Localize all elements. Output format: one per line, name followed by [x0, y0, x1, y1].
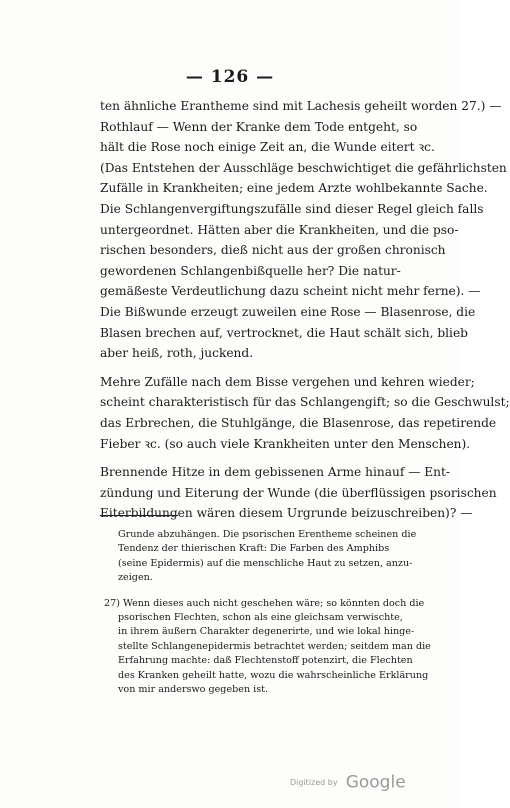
text-line: Zufälle in Krankheiten; eine jedem Arzte wohlbekannte Sache. — [100, 181, 488, 196]
main-text — [100, 96, 510, 524]
paragraph-1 — [100, 96, 507, 364]
page-number: — 126 — — [185, 67, 275, 87]
footnote-line: Grunde abzuhängen. Die psorischen Erentheme scheinen die — [118, 529, 417, 540]
paragraph-2 — [100, 372, 510, 454]
footnote-line: des Kranken geheilt hatte, wozu die wahrscheinliche Erklärung — [118, 669, 429, 681]
footnote-line: (seine Epidermis) auf die menschliche Haut zu setzen, anzu- — [118, 557, 413, 569]
text-line: untergeordnet. Hätten aber die Krankheiten, und die pso- — [100, 222, 459, 237]
text-line: ten ähnliche Erantheme sind mit Lachesis geheilt worden 27.) — — [100, 99, 502, 113]
text-line: Mehre Zufälle nach dem Bisse vergehen und kehren wieder; — [100, 374, 475, 389]
text-line: das Erbrechen, die Stuhlgänge, die Blasenrose, das repetirende — [100, 415, 497, 430]
text-line: Blasen brechen auf, vertrocknet, die Haut schält sich, blieb — [100, 325, 468, 340]
google-logo: Google — [345, 772, 406, 793]
paragraph-spacer — [100, 454, 446, 462]
text-line: rischen besonders, dieß nicht aus der großen chronisch — [100, 243, 446, 258]
watermark-prefix: Digitized by — [290, 778, 338, 787]
footnote-27 — [104, 597, 444, 698]
text-line: hält die Rose noch einige Zeit an, die Wunde eitert ꝛc. — [100, 140, 435, 155]
footnote-spacer — [104, 586, 444, 597]
text-line: Die Bißwunde erzeugt zuweilen eine Rose — Blasenrose, die — [100, 304, 476, 319]
footnote-line: Tendenz der thierischen Kraft: Die Farben des Amphibs — [118, 543, 390, 555]
footnote-line: von mir anderswo gegeben ist. — [118, 684, 269, 696]
text-line: gemäßeste Verdeutlichung dazu scheint nicht mehr ferne). — — [100, 284, 481, 299]
text-line: (Das Entstehen der Ausschläge beschwichtiget die gefährlichsten — [100, 160, 507, 175]
digitization-watermark — [290, 772, 406, 793]
text-line: Die Schlangenvergiftungszufälle sind dieser Regel gleich falls — [100, 201, 484, 216]
footnote-line: 27) Wenn dieses auch nicht geschehen wäre; so könnten doch die — [104, 597, 425, 609]
footnote-continuation — [104, 528, 444, 586]
footnote-line: stellte Schlangenepidermis betrachtet werden; seitdem man die — [118, 640, 431, 652]
footnote-divider — [100, 515, 178, 516]
footnote-line: in ihrem äußern Charakter degenerirte, und wie lokal hinge- — [118, 626, 415, 638]
text-line: Brennende Hitze in dem gebissenen Arme hinauf — Ent- — [100, 465, 451, 480]
text-line: zündung und Eiterung der Wunde (die überflüssigen psorischen — [100, 485, 497, 500]
text-line: scheint charakteristisch für das Schlangengift; so die Geschwulst; — [100, 395, 510, 410]
footnote-line: Erfahrung machte: daß Flechtenstoff potenzirt, die Flechten — [118, 655, 413, 667]
text-line: Fieber ꝛc. (so auch viele Krankheiten unter den Menschen). — [100, 436, 471, 451]
text-line: aber heiß, roth, juckend. — [100, 346, 254, 361]
paragraph-spacer — [100, 364, 446, 372]
footnote-line: zeigen. — [118, 572, 153, 584]
footnote-line: psorischen Flechten, schon als eine gleichsam verwischte, — [118, 612, 403, 624]
text-line: Rothlauf — Wenn der Kranke dem Tode entgeht, so — [100, 119, 418, 134]
text-line: gewordenen Schlangenbißquelle her? Die natur- — [100, 263, 401, 278]
text-line: Eiterbildungen wären diesem Urgrunde beizuschreiben)? — — [100, 506, 473, 521]
footnotes — [104, 528, 444, 697]
